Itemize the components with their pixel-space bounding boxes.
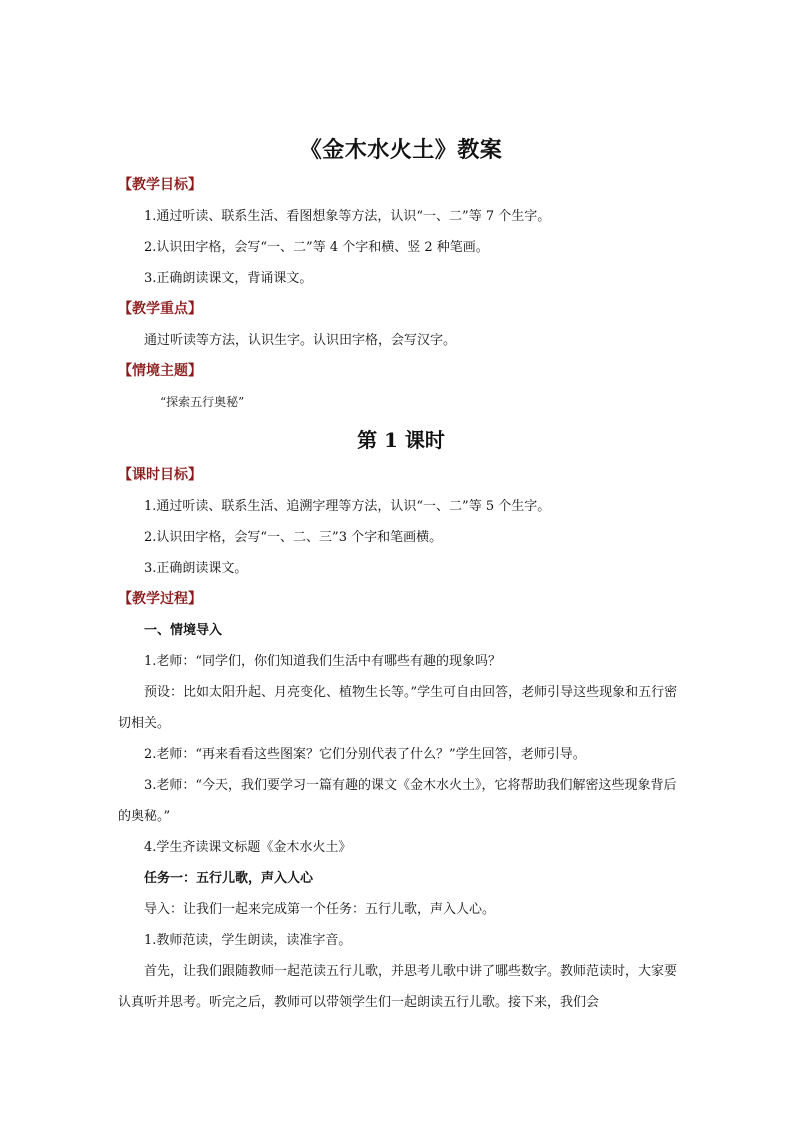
paragraph-1: 1.老师：“同学们，你们知道我们生活中有哪些有趣的现象吗？	[144, 654, 502, 669]
teaching-focus-heading: 【教学重点】	[118, 301, 202, 317]
task-1-heading: 任务一：五行儿歌，声入人心	[144, 871, 314, 886]
lesson-goal-2: 2.认识田字格，会写“一、二、三”3 个字和笔画横。	[144, 530, 443, 545]
paragraph-6: 导入：让我们一起来完成第一个任务：五行儿歌，声入人心。	[144, 902, 496, 917]
teaching-goals-heading: 【教学目标】	[118, 177, 202, 193]
document-title: 《金木水火土》教案	[299, 137, 503, 163]
theme-heading: 【情境主题】	[118, 363, 202, 379]
lesson-goals-heading: 【课时目标】	[118, 467, 202, 483]
teaching-goal-2: 2.认识田字格，会写“一、二”等 4 个字和横、竖 2 种笔画。	[144, 240, 489, 255]
lesson-title: 第 1 课时	[357, 428, 445, 452]
lesson-goal-1: 1.通过听读、联系生活、追溯字理等方法，认识“一、二”等 5 个生字。	[144, 499, 551, 514]
lesson-goal-3: 3.正确朗读课文。	[144, 561, 248, 576]
teaching-focus-text: 通过听读等方法，认识生字。认识田字格，会写汉字。	[144, 333, 457, 348]
intro-section-heading: 一、情境导入	[144, 623, 223, 638]
process-heading: 【教学过程】	[118, 591, 202, 607]
paragraph-2: 预设：比如太阳升起、月亮变化、植物生长等。”学生可自由回答，老师引导这些现象和五行密切相关。	[118, 685, 678, 731]
paragraph-3: 2.老师：“再来看看这些图案？它们分别代表了什么？”学生回答，老师引导。	[144, 747, 586, 762]
teaching-goal-1: 1.通过听读、联系生活、看图想象等方法，认识“一、二”等 7 个生字。	[144, 209, 551, 224]
paragraph-4: 3.老师：“今天，我们要学习一篇有趣的课文《金木水火土》，它将帮助我们解密这些现象背后的奥秘。”	[118, 778, 677, 824]
paragraph-7: 1.教师范读，学生朗读，读准字音。	[144, 933, 352, 948]
document-body	[118, 130, 684, 1018]
paragraph-5: 4.学生齐读课文标题《金木水火土》	[144, 840, 352, 855]
teaching-goal-3: 3.正确朗读课文，背诵课文。	[144, 271, 313, 286]
paragraph-8: 首先，让我们跟随教师一起范读五行儿歌，并思考儿歌中讲了哪些数字。教师范读时，大家要认真听并思考。听完之后，教师可以带领学生们一起朗读五行儿歌。接下来，我们会	[118, 964, 678, 1010]
theme-text: “探索五行奥秘”	[160, 395, 245, 409]
